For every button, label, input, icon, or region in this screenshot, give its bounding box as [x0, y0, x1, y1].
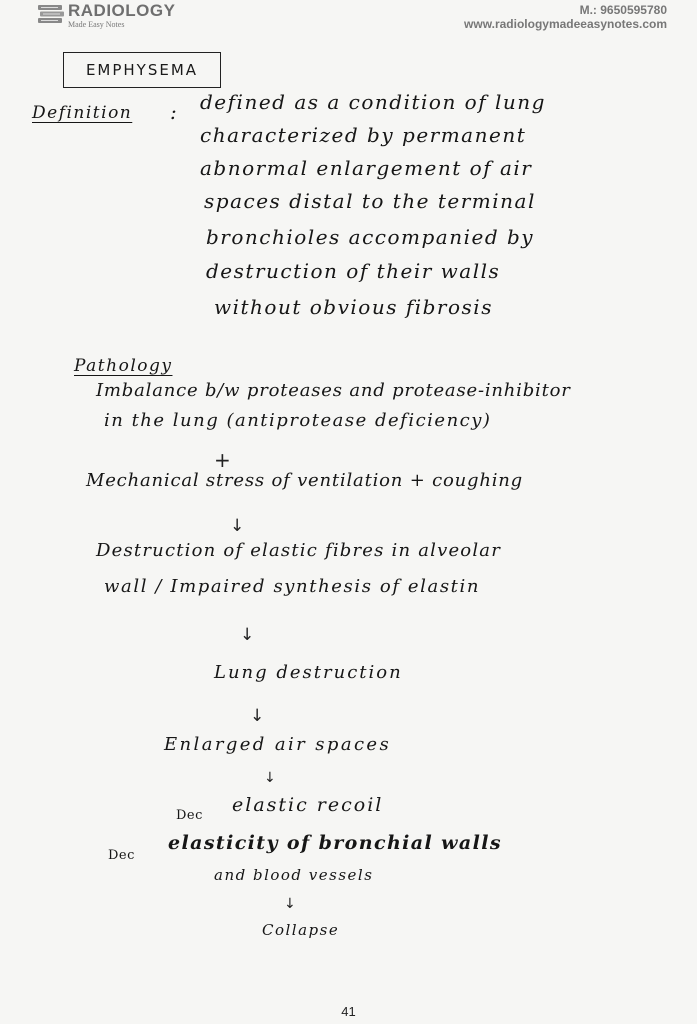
definition-line: without obvious fibrosis — [214, 295, 493, 319]
books-logo-icon — [36, 2, 66, 28]
pathology-step: Lung destruction — [214, 662, 403, 683]
dec-prefix: Dec — [176, 808, 203, 823]
page-title: EMPHYSEMA — [63, 52, 221, 88]
definition-line: characterized by permanent — [200, 123, 527, 147]
plus-sign: + — [214, 448, 231, 472]
pathology-step: Mechanical stress of ventilation + coughing — [86, 470, 524, 491]
pathology-label: Pathology — [74, 356, 173, 376]
page-number: 41 — [341, 1004, 356, 1019]
definition-colon: : — [170, 100, 179, 124]
pathology-step: Destruction of elastic fibres in alveolar — [96, 540, 502, 561]
pathology-step: in the lung (antiprotease deficiency) — [104, 410, 492, 431]
website-url: www.radiologymadeeasynotes.com — [464, 17, 667, 31]
down-arrow-icon: ↓ — [240, 625, 255, 645]
down-arrow-icon: ↓ — [230, 516, 245, 536]
pathology-step: elasticity of bronchial walls — [168, 832, 502, 854]
pathology-step: Collapse — [262, 921, 340, 939]
pathology-step: wall / Impaired synthesis of elastin — [104, 576, 481, 597]
down-arrow-icon: ↓ — [284, 896, 296, 912]
definition-line: bronchioles accompanied by — [206, 225, 535, 249]
definition-line: defined as a condition of lung — [200, 90, 546, 114]
down-arrow-icon: ↓ — [264, 770, 276, 786]
brand-tagline: Made Easy Notes — [68, 20, 125, 29]
pathology-step: Imbalance b/w proteases and protease-inhibitor — [96, 380, 571, 401]
definition-line: spaces distal to the terminal — [204, 189, 536, 213]
brand-name: RADIOLOGY — [68, 1, 176, 20]
definition-line: destruction of their walls — [206, 259, 501, 283]
contact-phone: M.: 9650595780 — [579, 3, 667, 17]
definition-label: Definition — [32, 103, 133, 123]
pathology-step: Enlarged air spaces — [164, 734, 392, 755]
dec-prefix: Dec — [108, 848, 135, 863]
pathology-step: elastic recoil — [232, 794, 384, 816]
definition-line: abnormal enlargement of air — [200, 156, 533, 180]
down-arrow-icon: ↓ — [250, 706, 265, 726]
pathology-step: and blood vessels — [214, 866, 374, 884]
